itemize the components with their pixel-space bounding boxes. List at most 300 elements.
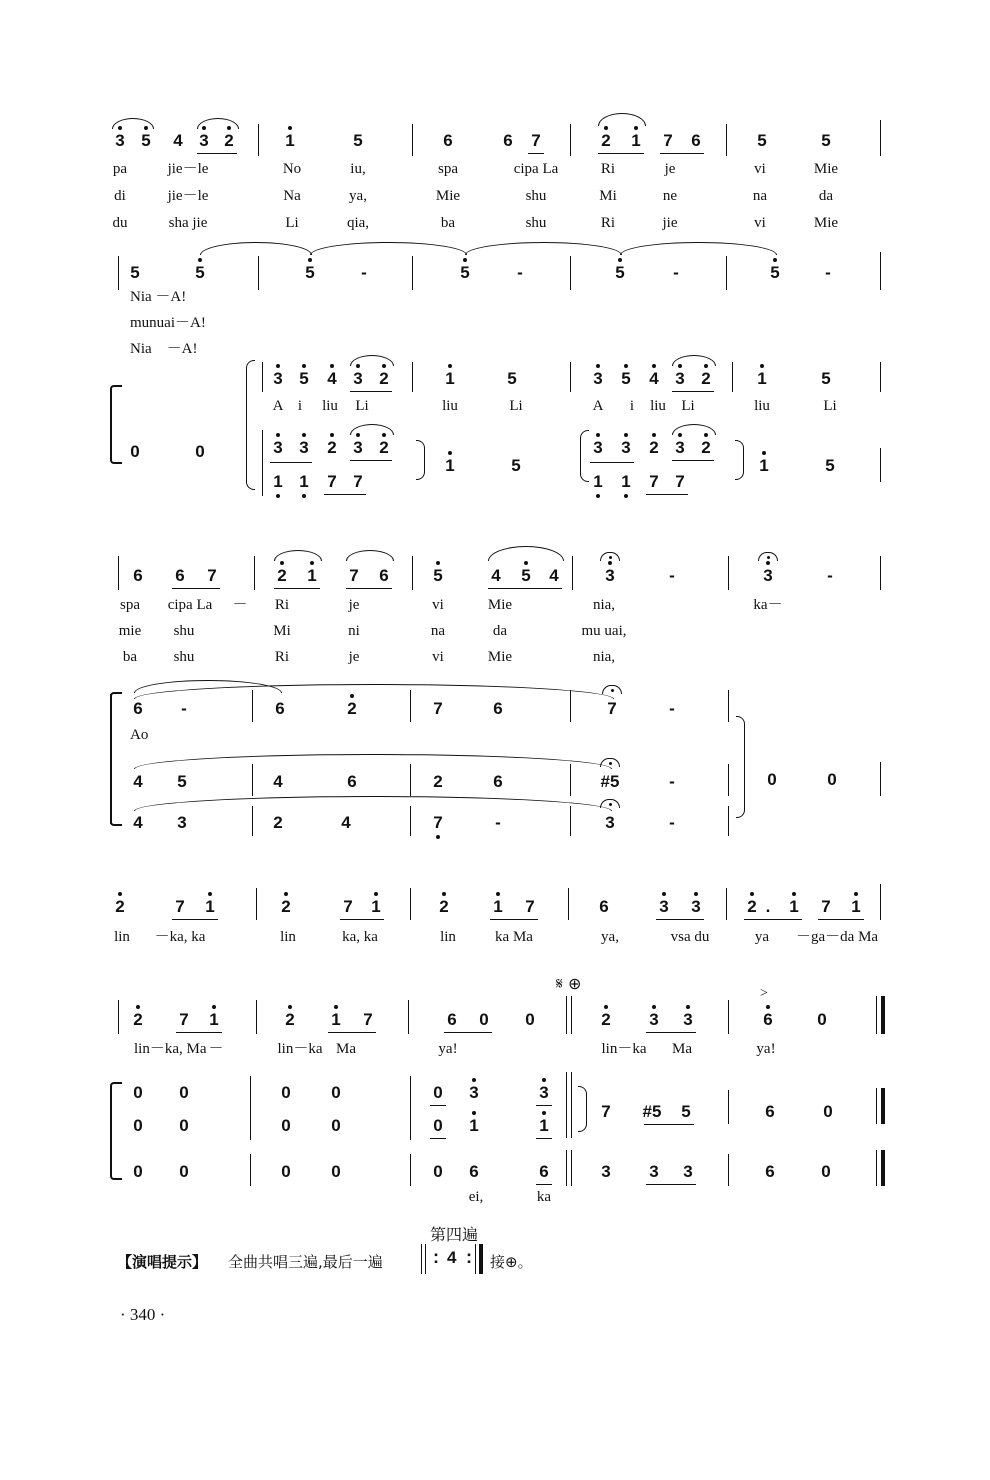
lyric: lin — [440, 929, 456, 945]
lyric: Mie — [813, 161, 839, 177]
lyric: ei, — [468, 1189, 484, 1205]
augmentation-dot: . — [765, 897, 771, 916]
note: 2 — [695, 438, 717, 458]
bar-line — [566, 1150, 567, 1186]
note: 3 — [683, 1162, 693, 1181]
lyric: lin－ka — [277, 1041, 323, 1057]
note: 3 — [533, 1083, 555, 1103]
underline-beam — [176, 1032, 222, 1033]
bar-line — [571, 1072, 572, 1138]
note: 6 — [493, 699, 503, 718]
note: 3 — [669, 438, 691, 458]
lyric: di — [114, 188, 126, 204]
note: 7 — [207, 566, 217, 585]
lyric: － — [208, 1041, 224, 1057]
accent-mark: > — [760, 986, 768, 1001]
note: 1 — [463, 1116, 485, 1136]
lyric: Li — [823, 398, 837, 414]
bar-line — [412, 362, 413, 392]
note: 2 — [373, 438, 395, 458]
underline-beam — [660, 153, 704, 154]
lyric: liu — [754, 398, 770, 414]
lyric: spa — [120, 597, 140, 613]
note: 2 — [595, 131, 617, 151]
note: 6 — [503, 131, 513, 150]
note: 6 — [539, 1162, 549, 1181]
note: 0 — [433, 1116, 443, 1135]
bar-line — [256, 1000, 257, 1034]
note: 5 — [299, 263, 321, 283]
bar-line — [880, 120, 881, 156]
system-brace — [110, 385, 122, 464]
note: 6 — [493, 772, 503, 791]
underline-beam — [197, 153, 237, 154]
lyric: Li — [509, 398, 523, 414]
note: 3 — [267, 369, 289, 389]
lyric: Ri — [274, 597, 290, 613]
note: 2 — [433, 772, 443, 791]
underline-beam — [646, 1032, 696, 1033]
lyric: lin－ka, Ma — [134, 1041, 207, 1057]
note: 3 — [177, 813, 187, 832]
note: 7 — [649, 472, 659, 491]
tip-text: 全曲共唱三遍,最后一遍 — [228, 1253, 383, 1271]
lyric: Nia －A! — [130, 341, 198, 357]
note: 0 — [179, 1116, 189, 1135]
note: 5 — [515, 566, 537, 586]
bar-line — [118, 1000, 119, 1034]
lyric: i — [297, 398, 303, 414]
note: 0 — [821, 1162, 831, 1181]
tip-label: 【演唱提示】 — [117, 1253, 208, 1271]
note: 2 — [127, 1010, 149, 1030]
underline-beam — [430, 1138, 446, 1139]
bar-line — [880, 362, 881, 392]
note: 7 — [821, 897, 831, 916]
page-number: · 340 · — [120, 1305, 166, 1324]
dash-sustain: - — [669, 813, 675, 832]
lyric: ya — [754, 929, 770, 945]
lyric: cipa La — [167, 597, 213, 613]
note: 1 — [365, 897, 387, 917]
note: 7 — [363, 1010, 373, 1029]
note: 5 — [821, 369, 831, 388]
note: 3 — [347, 438, 369, 458]
note: 3 — [293, 438, 315, 458]
note: 1 — [845, 897, 867, 917]
dash-sustain: - — [181, 699, 187, 718]
bar-line — [256, 888, 257, 920]
lyric: Na — [283, 188, 301, 204]
note: 4 — [133, 813, 143, 832]
lyric: da — [818, 188, 834, 204]
note: 2 — [595, 1010, 617, 1030]
lyric: nia, — [592, 597, 616, 613]
note: 1 — [615, 472, 637, 492]
tip-after: 接⊕。 — [490, 1253, 533, 1271]
bar-line — [412, 256, 413, 290]
dash-sustain: - — [669, 566, 675, 585]
note: 4 — [549, 566, 559, 585]
note: 6 — [447, 1010, 457, 1029]
lyric: da — [492, 623, 508, 639]
note: 3 — [653, 897, 675, 917]
lyric: shu — [173, 623, 195, 639]
phrase-slur — [134, 754, 612, 769]
bar-line — [880, 448, 881, 482]
bar-line — [412, 556, 413, 590]
note: 6 — [133, 566, 143, 585]
bar-line — [110, 694, 111, 824]
bar-line — [572, 556, 573, 590]
lyric: ne — [662, 188, 678, 204]
underline-beam — [324, 494, 366, 495]
note: 1 — [279, 131, 301, 151]
note: 1 — [439, 456, 461, 476]
lyric: i — [629, 398, 635, 414]
note: 0 — [433, 1083, 443, 1102]
lyric: －ga－da Ma — [796, 929, 879, 945]
bar-line — [881, 1150, 885, 1186]
dash-sustain: - — [827, 566, 833, 585]
note: 1 — [751, 369, 773, 389]
bar-line — [570, 124, 571, 156]
note: 6 — [599, 897, 609, 916]
dash-sustain: - — [669, 699, 675, 718]
note: 7 — [663, 131, 673, 150]
note: 4 — [173, 131, 183, 150]
note: 0 — [479, 1010, 489, 1029]
bar-line — [250, 1154, 251, 1186]
lyric: jie — [662, 215, 678, 231]
bar-line — [726, 256, 727, 290]
note: 1 — [203, 1010, 225, 1030]
note: 5 — [189, 263, 211, 283]
note: 6 — [757, 1010, 779, 1030]
bar-line — [728, 1154, 729, 1186]
lyric: ya! — [438, 1041, 458, 1057]
slur — [488, 546, 564, 561]
dash-sustain: - — [673, 263, 679, 282]
note: 1 — [439, 369, 461, 389]
lyric: na — [752, 188, 768, 204]
note: 0 — [133, 1162, 143, 1181]
note: 2 — [275, 897, 297, 917]
note: 5 — [454, 263, 476, 283]
underline-beam — [350, 460, 392, 461]
slur — [346, 550, 394, 561]
bar-line — [881, 1088, 885, 1124]
underline-beam — [274, 588, 320, 589]
divisi-brace — [416, 440, 425, 480]
lyric: A — [272, 398, 284, 414]
lyric: A — [592, 398, 604, 414]
lyric: shu — [173, 649, 195, 665]
note: 5 — [681, 1102, 691, 1121]
lyric: －ka, ka — [154, 929, 206, 945]
note: 6 — [175, 566, 185, 585]
bar-line — [568, 888, 569, 920]
bar-line — [880, 252, 881, 290]
lyric: na — [430, 623, 446, 639]
lyric: nia, — [592, 649, 616, 665]
underline-beam — [488, 588, 562, 589]
lyric: shu — [525, 188, 547, 204]
note: 2 — [321, 438, 343, 458]
lyric: liu — [322, 398, 338, 414]
note: 0 — [133, 1116, 143, 1135]
note: 5 — [615, 369, 637, 389]
slur — [672, 424, 716, 435]
note: 4 — [643, 369, 665, 389]
dash-sustain: - — [825, 263, 831, 282]
slur — [274, 550, 322, 561]
note: 5 — [825, 456, 835, 475]
note: 2 — [279, 1010, 301, 1030]
lyric: je — [348, 597, 360, 613]
note: 3 — [587, 438, 609, 458]
verse-label: 第四遍 — [430, 1227, 479, 1244]
underline-beam — [646, 494, 688, 495]
lyric: Nia －A! — [130, 289, 187, 305]
underline-beam — [536, 1105, 552, 1106]
note: 4 — [321, 369, 343, 389]
note: 1 — [293, 472, 315, 492]
note: 0 — [433, 1162, 443, 1181]
underline-beam — [172, 588, 220, 589]
lyric: qia, — [346, 215, 370, 231]
lyric: cipa La — [513, 161, 559, 177]
lyric: Li — [681, 398, 695, 414]
system-brace — [110, 692, 122, 826]
lyric: Ao — [130, 727, 149, 743]
bar-line — [118, 556, 119, 590]
bar-line — [410, 1154, 411, 1186]
lyric: ka－ — [753, 597, 783, 613]
lyric: Ma — [336, 1041, 356, 1057]
underline-beam — [598, 153, 644, 154]
bar-line — [728, 806, 729, 836]
note: 3 — [685, 897, 707, 917]
bar-line — [728, 690, 729, 722]
note: 0 — [179, 1162, 189, 1181]
bar-line — [876, 996, 877, 1034]
tie — [465, 242, 622, 255]
bar-line — [728, 1000, 729, 1034]
lyric: Mie — [813, 215, 839, 231]
note: 2 — [109, 897, 131, 917]
note: 5 — [353, 131, 363, 150]
note: 7 — [343, 897, 353, 916]
bar-line — [118, 256, 119, 290]
lyric: vsa du — [670, 929, 710, 945]
underline-beam — [672, 391, 714, 392]
lyric: jie－le — [167, 188, 209, 204]
note: 6 — [765, 1162, 775, 1181]
note: 5 — [757, 131, 767, 150]
note: 6 — [765, 1102, 775, 1121]
note: 0 — [133, 1083, 143, 1102]
note: 6 — [469, 1162, 479, 1181]
note: 4 — [491, 566, 501, 585]
lyric: spa — [438, 161, 458, 177]
note: 0 — [331, 1116, 341, 1135]
note: 1 — [625, 131, 647, 151]
tie — [310, 242, 467, 255]
note: 2 — [695, 369, 717, 389]
lyric: ya! — [756, 1041, 776, 1057]
underline-beam — [346, 588, 392, 589]
divisi-brace — [578, 1086, 587, 1132]
repeat-colon-right: : — [466, 1247, 472, 1267]
note: 7 — [601, 1102, 611, 1121]
note: 7 — [427, 813, 449, 833]
note: 6 — [443, 131, 453, 150]
note: 1 — [301, 566, 323, 586]
lyric: du — [112, 215, 128, 231]
slur — [350, 424, 394, 435]
note: 4 — [341, 813, 351, 832]
lyric: ni — [348, 623, 360, 639]
bar-line — [571, 996, 572, 1034]
lyric: ya, — [601, 929, 619, 945]
lyric: ba — [440, 215, 456, 231]
underline-beam — [328, 1032, 376, 1033]
note: 5 — [609, 263, 631, 283]
note: 0 — [817, 1010, 827, 1029]
bar-line — [254, 556, 255, 590]
note: 2 — [341, 699, 363, 719]
lyric: ka Ma — [495, 929, 533, 945]
note: 1 — [587, 472, 609, 492]
system-brace — [110, 1082, 122, 1180]
bar-line — [880, 762, 881, 796]
note: 0 — [331, 1162, 341, 1181]
underline-beam — [490, 919, 538, 920]
lyric: lin — [114, 929, 130, 945]
bar-line — [876, 1088, 877, 1124]
bar-line — [408, 1000, 409, 1034]
lyric: vi — [432, 597, 444, 613]
note: 2 — [643, 438, 665, 458]
lyric: je — [348, 649, 360, 665]
bar-line — [250, 1076, 251, 1140]
note: 3 — [109, 131, 131, 151]
note: 2 — [373, 369, 395, 389]
lyric: Ma — [672, 1041, 692, 1057]
note: 3 — [193, 131, 215, 151]
note: 2 — [271, 566, 293, 586]
note: 0 — [281, 1162, 291, 1181]
dash-sustain: - — [669, 772, 675, 791]
bar-line — [410, 888, 411, 920]
note: 3 — [601, 1162, 611, 1181]
note: 2 — [273, 813, 283, 832]
part-brace — [246, 360, 255, 490]
note: 5 — [507, 369, 517, 388]
lyric: ka — [536, 1189, 552, 1205]
note: 1 — [199, 897, 221, 917]
note: 5 — [511, 456, 521, 475]
dash-sustain: - — [517, 263, 523, 282]
underline-beam — [744, 919, 802, 920]
note: 6 — [347, 772, 357, 791]
phrase-slur — [134, 796, 612, 811]
note: 5 — [177, 772, 187, 791]
lyric: lin — [280, 929, 296, 945]
bar-line — [262, 430, 263, 496]
lyric: vi — [432, 649, 444, 665]
note: 7 — [601, 699, 623, 719]
note: 6 — [275, 699, 285, 718]
lyric: ka, ka — [342, 929, 378, 945]
note: 0 — [130, 442, 140, 461]
repeat-colon-left: : — [433, 1247, 439, 1267]
lyric: jie－le — [167, 161, 209, 177]
divisi-brace — [735, 440, 744, 480]
note: 0 — [179, 1083, 189, 1102]
dash-sustain: - — [361, 263, 367, 282]
note: 3 — [599, 813, 621, 833]
underline-beam — [818, 919, 864, 920]
note: 3 — [587, 369, 609, 389]
underline-beam — [350, 391, 392, 392]
note: 7 — [675, 472, 685, 491]
lyric: Mi — [273, 623, 291, 639]
note: 6 — [133, 699, 143, 718]
bar-line — [258, 124, 259, 156]
note: 0 — [281, 1116, 291, 1135]
lyric: lin－ka — [601, 1041, 647, 1057]
tie — [200, 242, 312, 255]
bar-line — [728, 764, 729, 796]
note: 0 — [195, 442, 205, 461]
note: 5 — [293, 369, 315, 389]
note: 6 — [379, 566, 389, 585]
lyric: Mie — [487, 649, 513, 665]
bar-line — [728, 556, 729, 590]
note: 7 — [179, 1010, 189, 1029]
lyric: － — [232, 597, 248, 613]
note: 1 — [267, 472, 289, 492]
lyric: vi — [754, 161, 766, 177]
bar-line — [881, 996, 885, 1034]
lyric: ba — [122, 649, 138, 665]
note: 3 — [649, 1162, 659, 1181]
bar-line — [880, 884, 881, 920]
note: 5 — [135, 131, 157, 151]
note: 1 — [753, 456, 775, 476]
lyric: je — [664, 161, 676, 177]
note: 4 — [273, 772, 283, 791]
bar-line — [728, 1090, 729, 1124]
note: 7 — [353, 472, 363, 491]
slur — [197, 118, 239, 129]
note: 1 — [487, 897, 509, 917]
underline-beam — [646, 1184, 696, 1185]
lyric: ya, — [349, 188, 367, 204]
lyric: Ri — [600, 161, 616, 177]
slur — [350, 355, 394, 366]
note: 4 — [133, 772, 143, 791]
note: #5 — [642, 1102, 662, 1121]
underline-beam — [340, 919, 384, 920]
segno-coda-sign: 𝄋 ⊕ — [556, 974, 582, 993]
note: 0 — [827, 770, 837, 789]
note: 0 — [767, 770, 777, 789]
note: 3 — [643, 1010, 665, 1030]
lyric: pa — [112, 161, 128, 177]
